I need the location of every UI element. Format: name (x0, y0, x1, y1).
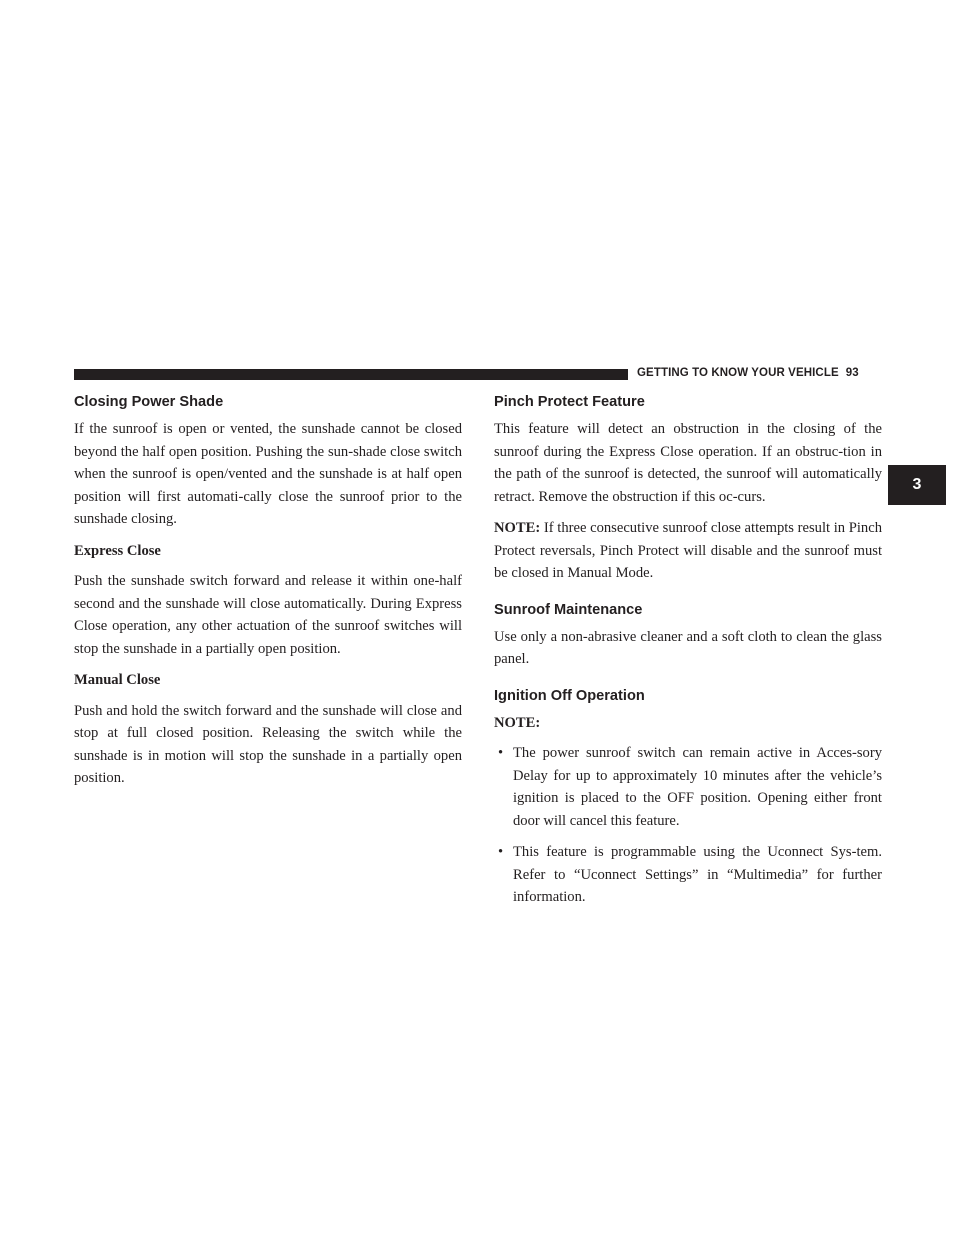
express-close-text: Push the sunshade switch forward and release it within one-half second and the sunshade will close automatically. During Express Close operation, any other actuation of the sunroof switches will stop the sunshade in a partially open position. (74, 573, 462, 657)
ignition-bullet-list (494, 742, 882, 909)
heading-sunroof-maintenance: Sunroof Maintenance (494, 601, 643, 618)
list-item (494, 742, 882, 832)
pinch-protect-note (494, 517, 882, 585)
bullet-icon: • (498, 844, 504, 860)
subheading-express-close: Express Close (74, 542, 161, 559)
page-number: 93 (845, 367, 859, 379)
manual-close-text: Push and hold the switch forward and the sunshade will close and stop at full closed position. Releasing the switch while the sunshade is in motion will stop the sunshade in a partially open position. (74, 702, 462, 786)
subheading-manual-close: Manual Close (74, 672, 161, 688)
pinch-protect-text: This feature will detect an obstruction in the closing of the sunroof during the Express Close operation. If an obstruc-tion in the path of the sunroof is detected, the sunroof will automatically retract. Remove the obstruction if this oc-curs. (494, 421, 882, 505)
ignition-note-label: NOTE: (494, 714, 541, 731)
note-label: NOTE: (494, 520, 541, 536)
heading-closing-power-shade: Closing Power Shade (74, 394, 224, 410)
note-text: If three consecutive sunroof close attempts result in Pinch Protect reversals, Pinch Protect will disable and the sunroof must be closed in Manual Mode. (494, 520, 882, 581)
chapter-tab: 3 (888, 465, 946, 505)
header-rule (74, 369, 628, 380)
closing-power-shade-text: If the sunroof is open or vented, the sunshade cannot be closed beyond the half open position. Pushing the sun-shade close switch when the sunroof is open/vented and the sunshade is at half open position will first automati-cally close the sunroof prior to the sunshade closing. (74, 421, 462, 527)
bullet-icon: • (498, 745, 504, 761)
list-item-text: The power sunroof switch can remain active in Acces-sory Delay for up to approximately 10 minutes after the vehicle’s ignition is placed to the OFF position. Opening either front door will cancel this feature. (513, 745, 882, 829)
section-title: GETTING TO KNOW YOUR VEHICLE (637, 367, 839, 379)
list-item (494, 841, 882, 909)
heading-pinch-protect: Pinch Protect Feature (494, 394, 645, 410)
left-column (74, 393, 462, 799)
list-item-text: This feature is programmable using the Uconnect Sys-tem. Refer to “Uconnect Settings” in “Multimedia” for further information. (513, 844, 882, 905)
running-header (637, 367, 887, 379)
right-column (494, 393, 882, 918)
sunroof-maintenance-text: Use only a non-abrasive cleaner and a soft cloth to clean the glass panel. (494, 628, 882, 667)
heading-ignition-off: Ignition Off Operation (494, 687, 645, 704)
